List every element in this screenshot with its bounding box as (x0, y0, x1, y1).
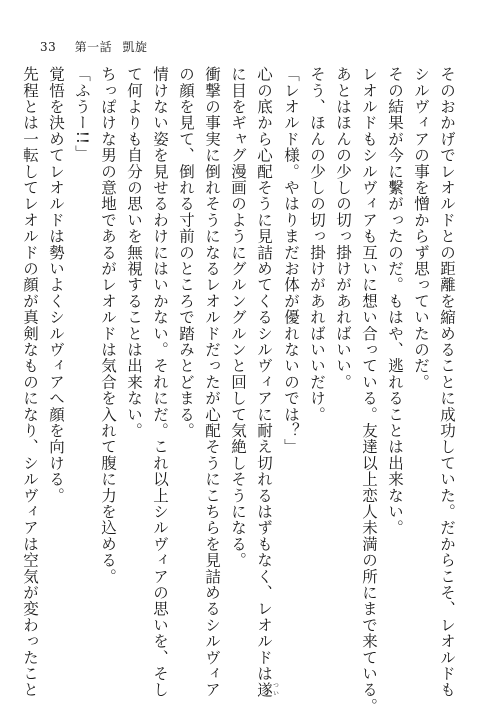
text-line: レオルドもシルヴィアも互いに想い合っている。友達以上恋人未満の所にまで来ている。 (360, 66, 378, 714)
running-header (40, 38, 147, 55)
text-line: の顔を見て、倒れる寸前のところで踏みとどまる。 (177, 66, 195, 439)
text-line: あとはほんの少しの切っ掛けがあればいい。 (334, 66, 352, 390)
text-line: 衝撃の事実に倒れそうになるレオルドだったが心配そうにこちらを見詰めるシルヴィア (203, 66, 221, 698)
text-line: そのおかげでレオルドとの距離を縮めることに成功していた。だからこそ、レオルドも (438, 66, 456, 698)
vertical-body-text (17, 66, 460, 714)
chapter-title: 凱旋 (122, 40, 148, 54)
furigana-ruby: 遂つい (255, 681, 279, 698)
text-line: ちっぽけな男の意地であるがレオルドは気合を入れて腹に力を込める。 (99, 66, 117, 585)
text-line: 情けない姿を見せるわけにはいかない。それにだ。これ以上シルヴィアの思いを、そし (151, 66, 169, 698)
chapter-label: 第一話 (74, 40, 113, 54)
page-number: 33 (40, 40, 57, 54)
text-line: 「ふうー!!」 (73, 66, 91, 161)
text-line: 「レオルド様。やはりまだお体が優れないのでは？」 (282, 66, 300, 455)
text-line: 先程とは一転してレオルドの顔が真剣なものになり、シルヴィアは空気が変わったこと (21, 66, 39, 698)
text-line: その結果が今に繫がったのだ。もはや、逃れることは出来ない。 (386, 66, 404, 536)
furigana-reading: つい (271, 681, 279, 698)
text-line: に目をギャグ漫画のようにグルングルンと回して気絶しそうになる。 (229, 66, 247, 569)
text-line-with-furigana: 心の底から心配そうに見詰めてくるシルヴィアに耐え切れるはずもなく、レオルドは遂つい (255, 66, 279, 698)
text-line: て何よりも自分の思いを無視することは出来ない。 (125, 66, 143, 439)
text-line: そう、ほんの少しの切っ掛けがあればいいだけ。 (308, 66, 326, 423)
text-line: シルヴィアの事を憎からず思っていたのだ。 (412, 66, 430, 390)
text-line: 覚悟を決めてレオルドは勢いよくシルヴィアへ顔を向ける。 (47, 66, 65, 504)
